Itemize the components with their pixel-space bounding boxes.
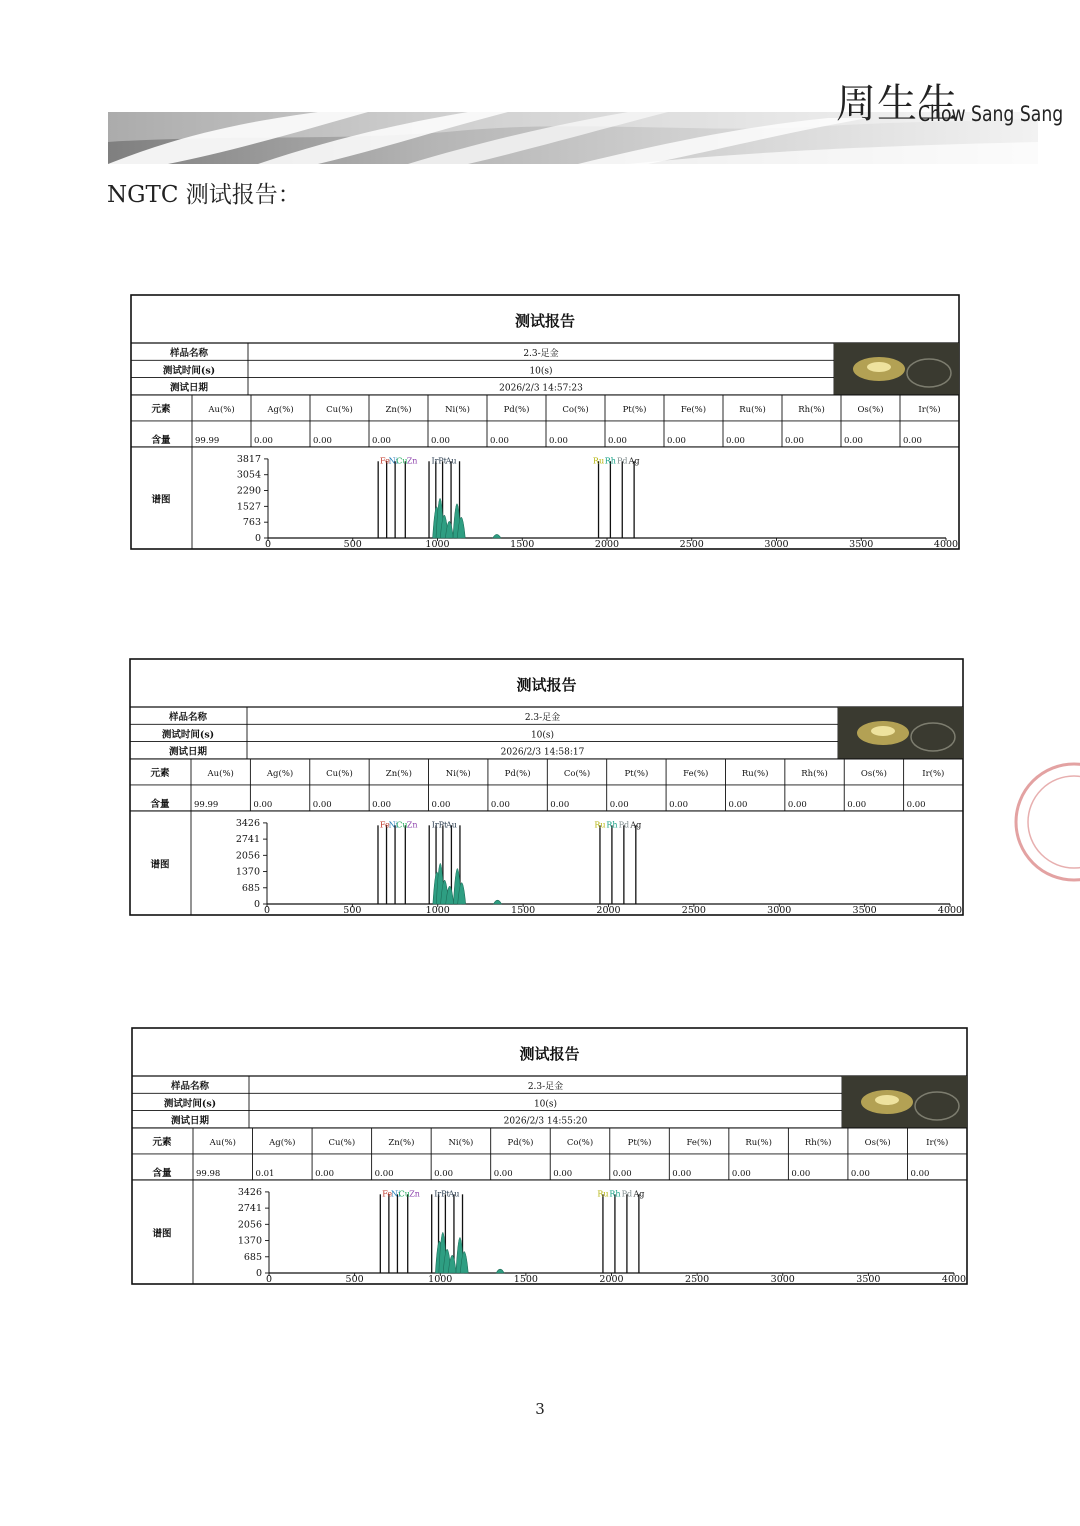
y-tick-label: 2741 [237, 1203, 262, 1215]
content-value: 0.00 [434, 1168, 454, 1179]
test-time-value: 10(s) [529, 366, 553, 377]
content-value: 0.00 [672, 1168, 692, 1179]
element-header: Cu(%) [326, 768, 353, 779]
element-line-label: Zn [406, 456, 418, 466]
element-header: Ru(%) [739, 404, 766, 415]
element-line-label: Rh [604, 456, 616, 466]
content-value: 99.98 [196, 1168, 221, 1179]
content-value: 0.00 [906, 799, 926, 810]
content-value: 0.00 [490, 435, 509, 446]
content-value: 0.00 [313, 435, 332, 446]
report-title: 测试报告 [519, 1045, 580, 1063]
test-date-value: 2026/2/3 14:55:20 [503, 1116, 588, 1127]
element-line-label: Ni [388, 456, 399, 466]
element-line-label: Pt [441, 1189, 450, 1199]
x-tick-label: 2000 [599, 1274, 624, 1285]
report-table-2 [129, 658, 964, 916]
x-tick-label: 2500 [685, 1274, 710, 1285]
sample-photo [834, 343, 959, 395]
test-time-label: 测试时间(s) [163, 1098, 217, 1110]
element-header: Ir(%) [922, 768, 945, 779]
x-tick-label: 1000 [425, 905, 450, 916]
content-value: 0.00 [550, 799, 570, 810]
spectrum-label: 谱图 [150, 859, 170, 871]
element-header: Fe(%) [680, 404, 707, 415]
element-header: Os(%) [864, 1137, 891, 1148]
element-line-label: Ni [390, 1189, 401, 1199]
test-date-label: 测试日期 [168, 746, 208, 758]
x-tick-label: 1000 [425, 539, 450, 550]
brand-logo [836, 72, 1064, 136]
content-value: 0.00 [549, 435, 568, 446]
y-tick-label: 3817 [236, 453, 261, 465]
x-tick-label: 500 [343, 905, 362, 916]
element-header: Co(%) [562, 404, 589, 415]
spectrum-label: 谱图 [151, 494, 171, 506]
x-tick-label: 2000 [594, 539, 620, 550]
x-tick-label: 3500 [849, 539, 874, 550]
brand-name-en: Chow Sang Sang [918, 102, 1064, 126]
element-header: Ag(%) [267, 404, 294, 415]
element-line-label: Pt [438, 456, 447, 466]
element-line-label: Ni [388, 820, 399, 830]
element-header: Ni(%) [445, 404, 470, 415]
spectrum-label: 谱图 [152, 1228, 172, 1240]
element-header: Rh(%) [804, 1137, 832, 1148]
element-line-label: Au [448, 1189, 460, 1199]
report-table-1 [130, 294, 960, 550]
element-line-label: Pd [616, 456, 628, 466]
content-value: 0.00 [312, 799, 332, 810]
y-tick-label: 2290 [236, 485, 261, 497]
content-value: 0.00 [372, 799, 392, 810]
y-tick-label: 0 [253, 899, 260, 910]
content-value: 0.00 [253, 799, 273, 810]
element-header: Au(%) [209, 1137, 236, 1148]
y-tick-label: 3054 [236, 469, 261, 481]
content-label: 含量 [151, 434, 171, 446]
y-tick-label: 1527 [236, 501, 261, 513]
element-line-label: Fe [379, 820, 390, 830]
content-label: 含量 [150, 798, 170, 810]
element-header: Co(%) [566, 1137, 594, 1148]
content-value: 0.00 [609, 799, 629, 810]
content-value: 0.00 [553, 1168, 573, 1179]
x-tick-label: 3000 [764, 539, 789, 550]
element-line-label: Au [445, 456, 457, 466]
x-tick-label: 500 [345, 1274, 364, 1285]
sample-photo [842, 1076, 967, 1128]
x-tick-label: 2500 [681, 905, 706, 916]
element-header: Co(%) [563, 768, 591, 779]
x-tick-label: 4000 [937, 905, 963, 916]
content-value: 0.00 [728, 799, 748, 810]
content-value: 0.00 [844, 435, 863, 446]
test-report-3 [131, 1027, 968, 1289]
element-line-label: Fe [380, 456, 390, 466]
y-tick-label: 0 [255, 1268, 262, 1279]
element-header: Zn(%) [385, 404, 412, 415]
element-header: Pd(%) [504, 768, 531, 779]
page-number: 3 [535, 1400, 545, 1418]
y-tick-label: 0 [254, 533, 261, 544]
element-header: Fe(%) [686, 1137, 712, 1148]
content-value: 99.99 [194, 799, 219, 810]
element-header: Ir(%) [918, 404, 941, 415]
element-header: Pt(%) [622, 404, 647, 415]
x-tick-label: 4000 [933, 539, 959, 550]
content-value: 0.00 [612, 1168, 632, 1179]
content-value: 0.00 [493, 1168, 513, 1179]
highlight [875, 1095, 899, 1105]
y-tick-label: 1370 [235, 866, 260, 878]
element-line-label: Pt [438, 820, 448, 830]
element-header: Rh(%) [798, 404, 825, 415]
content-value: 0.00 [374, 1168, 394, 1179]
element-line-label: Fe [382, 1189, 393, 1199]
x-tick-label: 4000 [941, 1274, 967, 1285]
test-report-2 [129, 658, 964, 920]
element-header: Ni(%) [445, 768, 471, 779]
test-time-value: 10(s) [533, 1099, 558, 1110]
element-header: Ru(%) [741, 768, 769, 779]
content-value: 0.00 [785, 435, 804, 446]
x-tick-label: 0 [265, 1274, 273, 1285]
y-tick-label: 3426 [235, 817, 260, 829]
element-label: 元素 [152, 1136, 172, 1148]
content-value: 0.00 [726, 435, 745, 446]
element-line-label: Pd [621, 1189, 633, 1199]
element-header: Rh(%) [801, 768, 828, 779]
highlight [871, 726, 895, 736]
content-label: 含量 [152, 1167, 172, 1179]
y-tick-label: 1370 [237, 1235, 262, 1247]
element-line-label: Zn [409, 1189, 420, 1199]
x-tick-label: 0 [263, 905, 271, 916]
x-tick-label: 3500 [852, 905, 877, 916]
content-value: 0.00 [850, 1168, 870, 1179]
content-value: 0.00 [372, 435, 391, 446]
x-tick-label: 1500 [513, 1274, 538, 1285]
element-line-label: Cu [398, 1189, 410, 1199]
x-tick-label: 2500 [679, 539, 704, 550]
element-header: Au(%) [208, 404, 235, 415]
content-value: 0.00 [847, 799, 867, 810]
element-header: Ni(%) [448, 1137, 474, 1148]
element-header: Pd(%) [507, 1137, 534, 1148]
y-tick-label: 763 [242, 517, 261, 529]
x-tick-label: 3000 [767, 905, 792, 916]
test-time-value: 10(s) [530, 730, 555, 741]
x-tick-label: 1500 [511, 905, 536, 916]
element-line-label: Cu [396, 456, 408, 466]
report-title: 测试报告 [516, 676, 577, 694]
test-report-1 [130, 294, 960, 554]
y-tick-label: 2056 [237, 1219, 262, 1231]
x-tick-label: 1000 [428, 1274, 453, 1285]
element-line-label: Ag [633, 1189, 645, 1199]
element-header: Cu(%) [326, 404, 353, 415]
content-value: 0.00 [315, 1168, 335, 1179]
element-header: Ir(%) [926, 1137, 949, 1148]
element-line-label: Ir [431, 456, 439, 466]
content-value: 99.99 [195, 435, 220, 446]
content-value: 0.00 [431, 799, 451, 810]
report-title: 测试报告 [514, 312, 576, 330]
x-tick-label: 0 [264, 539, 272, 550]
y-tick-label: 3426 [237, 1186, 262, 1198]
test-date-label: 测试日期 [170, 1115, 210, 1127]
element-label: 元素 [151, 403, 171, 415]
test-time-label: 测试时间(s) [161, 729, 215, 741]
sample-name-label: 样品名称 [169, 348, 209, 359]
brand-name-cn: 周生生 [836, 81, 959, 127]
highlight [867, 362, 891, 372]
content-value: 0.00 [431, 435, 450, 446]
element-header: Zn(%) [385, 768, 412, 779]
element-line-label: Ir [431, 820, 439, 830]
y-tick-label: 2056 [235, 850, 260, 862]
element-line-label: Ag [628, 456, 640, 466]
element-label: 元素 [150, 767, 170, 779]
content-value: 0.00 [731, 1168, 751, 1179]
element-header: Fe(%) [683, 768, 709, 779]
element-line-label: Ru [592, 456, 605, 466]
element-line-label: Cu [396, 820, 408, 830]
y-tick-label: 685 [243, 1251, 262, 1263]
sample-name-label: 样品名称 [168, 712, 208, 723]
element-header: Ru(%) [745, 1137, 772, 1148]
element-line-label: Ru [594, 820, 606, 830]
y-tick-label: 2741 [235, 834, 260, 846]
sample-name-label: 样品名称 [170, 1081, 210, 1092]
sample-photo [838, 707, 963, 759]
content-value: 0.00 [903, 435, 922, 446]
x-tick-label: 2000 [596, 905, 621, 916]
content-value: 0.00 [254, 435, 273, 446]
element-line-label: Pd [618, 820, 630, 830]
x-tick-label: 3000 [770, 1274, 795, 1285]
element-line-label: Ru [597, 1189, 609, 1199]
element-header: Au(%) [207, 768, 234, 779]
element-line-label: Au [445, 820, 457, 830]
y-tick-label: 685 [241, 882, 260, 894]
content-value: 0.00 [608, 435, 627, 446]
page-heading: NGTC 测试报告： [107, 182, 301, 208]
content-value: 0.00 [490, 799, 510, 810]
element-header: Pt(%) [627, 1137, 652, 1148]
x-tick-label: 1500 [510, 539, 535, 550]
report-table-3 [131, 1027, 968, 1285]
element-header: Ag(%) [269, 1137, 296, 1148]
x-tick-label: 500 [343, 539, 362, 550]
element-header: Zn(%) [388, 1137, 415, 1148]
element-line-label: Ir [434, 1189, 442, 1199]
element-header: Os(%) [857, 404, 884, 415]
test-time-label: 测试时间(s) [162, 365, 216, 377]
content-value: 0.00 [667, 435, 686, 446]
test-date-value: 2026/2/3 14:57:23 [499, 383, 583, 394]
test-date-label: 测试日期 [169, 382, 209, 394]
element-header: Cu(%) [328, 1137, 356, 1148]
content-value: 0.00 [787, 799, 807, 810]
sample-name-value: 2.3-足金 [523, 349, 559, 359]
element-header: Pd(%) [503, 404, 530, 415]
element-line-label: Rh [609, 1189, 621, 1199]
element-line-label: Ag [630, 820, 642, 830]
content-value: 0.01 [255, 1168, 275, 1179]
content-value: 0.00 [910, 1168, 930, 1179]
content-value: 0.00 [791, 1168, 811, 1179]
sample-name-value: 2.3-足金 [524, 713, 561, 723]
test-date-value: 2026/2/3 14:58:17 [500, 747, 585, 758]
sample-name-value: 2.3-足金 [527, 1082, 564, 1092]
seal-stamp [1006, 752, 1080, 892]
element-header: Ag(%) [266, 768, 294, 779]
element-header: Os(%) [860, 768, 887, 779]
element-line-label: Rh [606, 820, 618, 830]
element-line-label: Zn [406, 820, 418, 830]
x-tick-label: 3500 [856, 1274, 881, 1285]
content-value: 0.00 [669, 799, 689, 810]
element-header: Pt(%) [624, 768, 649, 779]
